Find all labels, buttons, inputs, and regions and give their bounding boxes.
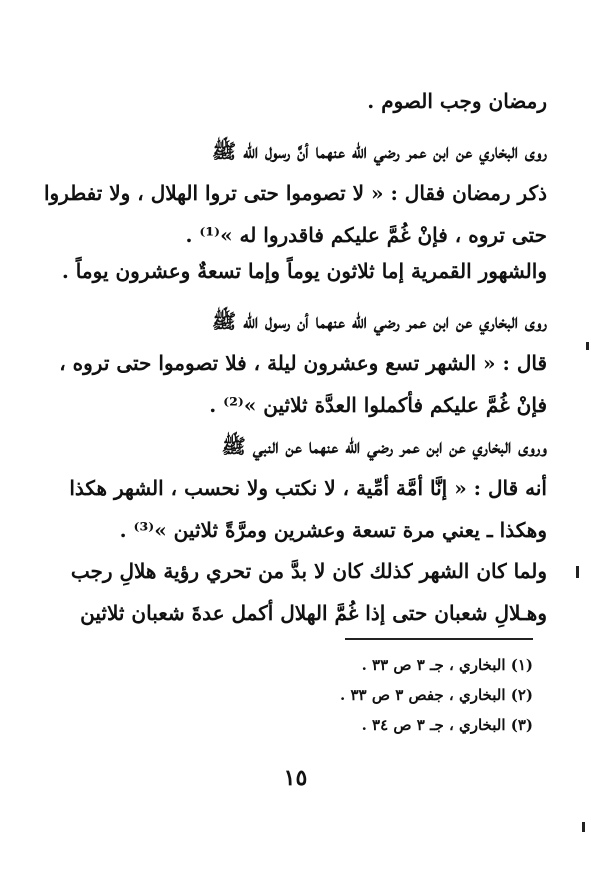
paragraph-5 [44, 425, 547, 551]
text-line: وهـلالِ شعبان حتى إذا غُمَّ الهلال أكمل عدةَ شعبان ثلاثين [80, 601, 547, 625]
margin-mark [582, 822, 585, 832]
paragraph-3 [44, 250, 547, 292]
text-line: حتى تروه ، فإنْ غُمَّ عليكم فاقدروا له »⁽¹⁾ . [185, 223, 547, 247]
paragraph-1 [44, 80, 547, 122]
text-line: وهكذا ـ يعني مرة تسعة وعشرين ومرَّةً ثلاثين »⁽³⁾ . [119, 518, 547, 542]
paragraph-2 [44, 130, 547, 256]
text-line: قال : « الشهر تسع وعشرون ليلة ، فلا تصوموا حتى تروه ، [59, 351, 547, 375]
margin-mark [576, 566, 579, 578]
footnote-1: (١) البخاري ، جـ ٣ ص ٣٣ . [361, 656, 533, 674]
footnote-3: (٣) البخاري ، جـ ٣ ص ٣٤ . [361, 716, 533, 734]
text-line: ولما كان الشهر كذلك كان لا بدَّ من تحري رؤية هلالِ رجب [70, 559, 547, 583]
paragraph-6 [44, 550, 547, 634]
text-line: فإنْ غُمَّ عليكم فأكملوا العدَّة ثلاثين »⁽²⁾ . [209, 393, 547, 417]
text-line: أنه قال : « إنَّا أمَّة أمِّية ، لا نكتب ولا نحسب ، الشهر هكذا [69, 476, 547, 500]
text-line: وروى البخاري عن ابن عمر رضي الله عنهما عن النبي ﷺ [221, 434, 547, 458]
margin-mark [586, 342, 589, 350]
text-line: ذكر رمضان فقال : « لا تصوموا حتى تروا الهلال ، ولا تفطروا [44, 181, 547, 205]
footnote-divider [345, 638, 533, 640]
text-line: رمضان وجب الصوم . [367, 89, 547, 113]
page-number: ١٥ [283, 765, 308, 791]
text-line: والشهور القمرية إما ثلاثون يوماً وإما تسعةٌ وعشرون يوماً . [61, 259, 547, 283]
footnote-2: (٢) البخاري ، جفص ٣ ص ٣٣ . [340, 686, 533, 704]
text-line: روى البخاري عن ابن عمر رضي الله عنهما أنَّ رسول الله ﷺ [211, 139, 547, 163]
paragraph-4 [44, 300, 547, 426]
footnotes [233, 650, 533, 740]
text-line: روى البخاري عن ابن عمر رضي الله عنهما أن رسول الله ﷺ [211, 309, 547, 333]
